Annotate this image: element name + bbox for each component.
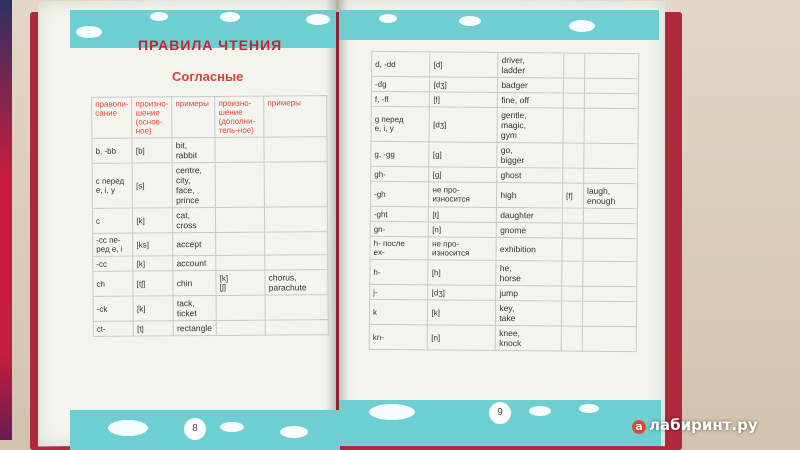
example-cell: jump (496, 285, 562, 301)
extra-sound-cell (216, 255, 265, 270)
rule-cell: -gh (370, 181, 429, 207)
extra-example-cell (584, 143, 638, 168)
table-row (93, 295, 328, 322)
table-row (370, 259, 637, 286)
section-subtitle: Согласные (172, 69, 244, 84)
table-row (370, 236, 637, 261)
example-cell: ghost (497, 167, 563, 183)
sound-cell: [dʒ] (428, 285, 496, 301)
reading-rules-table-right (369, 51, 640, 352)
example-cell: account (173, 255, 216, 270)
example-cell: tack, ticket (173, 295, 216, 320)
sound-cell: [n] (428, 325, 496, 351)
cloud-icon (579, 404, 599, 413)
extra-example-cell (584, 53, 638, 78)
rule-cell: -ck (93, 296, 133, 321)
example-cell: fine, off (498, 92, 564, 108)
header-main-sound: произно-шение (основ-ное) (132, 97, 172, 138)
sound-cell: [s] (132, 163, 172, 208)
page-number-left: 8 (184, 418, 206, 440)
sky-band-bottom-left (70, 410, 340, 450)
cloud-icon (76, 26, 102, 38)
rule-cell: f, -ff (371, 91, 430, 107)
table-row (370, 181, 637, 208)
book-spine (326, 0, 348, 445)
extra-sound-cell (563, 108, 584, 143)
example-cell: centre, city, face, prince (172, 162, 215, 207)
sound-cell: [g] (429, 142, 497, 168)
extra-sound-cell (561, 326, 582, 351)
sound-cell: [k] (133, 296, 173, 321)
example-cell: chin (173, 270, 216, 295)
example-cell: high (497, 182, 563, 208)
rule-cell: h- (370, 259, 429, 285)
rule-cell: b, -bb (92, 138, 132, 163)
rule-cell: d, -dd (372, 51, 431, 77)
extra-sound-cell: [k] [ʃ] (216, 270, 265, 295)
extra-example-cell: laugh, enough (583, 183, 637, 208)
sound-cell: не про- износится (428, 237, 496, 261)
extra-example-cell (265, 207, 328, 232)
example-cell: go, bigger (497, 142, 563, 168)
sound-cell: [d] (430, 52, 498, 78)
extra-example-cell (582, 301, 636, 326)
table-row (93, 270, 328, 297)
sound-cell: [f] (430, 92, 498, 108)
cloud-icon (108, 420, 148, 436)
cloud-icon (459, 16, 481, 26)
rule-cell: j- (370, 284, 429, 300)
table-row (371, 106, 638, 143)
rule-cell: g перед e, i, y (371, 106, 430, 142)
sound-cell: [k] (133, 256, 173, 271)
example-cell: bit, rabbit (172, 137, 215, 162)
extra-sound-cell (563, 78, 584, 93)
example-cell: accept (173, 232, 216, 255)
watermark-text: лабиринт.ру (649, 416, 758, 434)
sound-cell: [h] (428, 260, 496, 286)
sound-cell: [k] (428, 300, 496, 326)
table-row (369, 299, 636, 326)
table-row (369, 324, 636, 351)
extra-sound-cell (215, 137, 264, 162)
extra-example-cell (265, 255, 328, 270)
table-row (92, 207, 327, 234)
extra-sound-cell (216, 207, 265, 232)
example-cell: gnome (497, 222, 563, 238)
extra-example-cell (264, 137, 327, 162)
extra-sound-cell (215, 162, 264, 207)
page-number-right: 9 (489, 402, 511, 424)
cloud-icon (220, 422, 244, 432)
extra-sound-cell (563, 93, 584, 108)
extra-sound-cell (216, 295, 265, 320)
example-cell: knee, knock (496, 325, 562, 351)
sound-cell: не про- износится (429, 182, 497, 208)
labirint-logo-icon: а (632, 420, 646, 434)
extra-example-cell: chorus, parachute (265, 270, 328, 295)
table-row (93, 320, 328, 337)
extra-sound-cell (563, 143, 584, 168)
extra-example-cell (583, 261, 637, 286)
table-row (372, 51, 639, 78)
rule-cell: -dg (371, 76, 430, 92)
extra-sound-cell (562, 286, 583, 301)
extra-example-cell (264, 162, 327, 207)
extra-sound-cell (562, 238, 583, 261)
sky-band-top-right (339, 10, 659, 40)
sound-cell: [g] (429, 167, 497, 183)
rule-cell: c (92, 208, 132, 233)
extra-example-cell (583, 238, 637, 261)
extra-sound-cell (563, 168, 584, 183)
rule-cell: -ght (370, 206, 429, 222)
table-header-row (92, 96, 327, 139)
cloud-icon (280, 426, 308, 438)
extra-example-cell (583, 223, 637, 238)
cloud-icon (306, 14, 330, 25)
extra-example-cell (583, 286, 637, 301)
example-cell: key, take (496, 300, 562, 326)
example-cell: exhibition (496, 237, 562, 261)
example-cell: cat, cross (173, 207, 216, 232)
rule-cell: c перед e, i, y (92, 163, 133, 208)
rule-cell: h- после ex- (370, 236, 429, 260)
extra-sound-cell (216, 232, 265, 255)
rule-cell: ct- (93, 321, 133, 336)
table-row (92, 162, 327, 209)
cover-edge (0, 0, 12, 440)
sound-cell: [dʒ] (429, 107, 497, 143)
extra-sound-cell (562, 208, 583, 223)
extra-example-cell (265, 320, 328, 335)
example-cell: driver, ladder (498, 52, 564, 78)
sound-cell: [dʒ] (430, 77, 498, 93)
page-title: ПРАВИЛА ЧТЕНИЯ (138, 37, 283, 53)
extra-example-cell (582, 326, 636, 351)
sound-cell: [k] (133, 208, 173, 233)
example-cell: gentle, magic, gym (497, 107, 563, 143)
rule-cell: ch (93, 271, 133, 296)
rule-cell: g, -gg (371, 141, 430, 167)
cloud-icon (369, 404, 415, 420)
cloud-icon (529, 406, 551, 416)
labirint-watermark (632, 416, 758, 434)
rule-cell: k (369, 299, 428, 325)
extra-example-cell (584, 168, 638, 183)
extra-example-cell (584, 108, 638, 143)
example-cell: badger (498, 77, 564, 93)
example-cell: rectangle (173, 320, 216, 335)
sound-cell: [t] (134, 321, 174, 336)
extra-example-cell (265, 295, 328, 320)
cloud-icon (220, 12, 240, 22)
rule-cell: -cc пе- ред e, i (93, 233, 133, 256)
example-cell: daughter (497, 207, 563, 223)
sound-cell: [b] (132, 138, 172, 163)
reading-rules-table-left (91, 95, 329, 337)
rule-cell: -cc (93, 256, 133, 271)
cloud-icon (150, 12, 168, 21)
header-examples: примеры (172, 96, 215, 137)
table-row (93, 255, 328, 272)
extra-sound-cell (564, 53, 585, 78)
extra-sound-cell (561, 301, 582, 326)
header-extra-sound: произно-шение (дополни-тель-ное) (215, 96, 264, 137)
extra-sound-cell (562, 223, 583, 238)
header-extra-examples: примеры (264, 96, 327, 137)
extra-example-cell (584, 93, 638, 108)
table-row (371, 141, 638, 168)
extra-example-cell (265, 232, 328, 255)
cloud-icon (569, 20, 595, 32)
sound-cell: [tʃ] (133, 271, 173, 296)
table-row (92, 137, 327, 164)
example-cell: he, horse (496, 260, 562, 286)
sound-cell: [n] (429, 222, 497, 238)
table-row (93, 232, 328, 257)
extra-sound-cell (216, 320, 265, 335)
rule-cell: gh- (371, 166, 430, 182)
extra-example-cell (584, 78, 638, 93)
extra-sound-cell (562, 261, 583, 286)
rule-cell: kn- (369, 324, 428, 350)
sky-band-bottom-right (339, 400, 661, 446)
extra-example-cell (583, 208, 637, 223)
sound-cell: [ks] (133, 233, 173, 256)
extra-sound-cell: [f] (562, 183, 583, 208)
sound-cell: [t] (429, 207, 497, 223)
cloud-icon (379, 14, 397, 23)
rule-cell: gn- (370, 221, 429, 237)
header-spelling: правопи-сание (92, 97, 133, 138)
